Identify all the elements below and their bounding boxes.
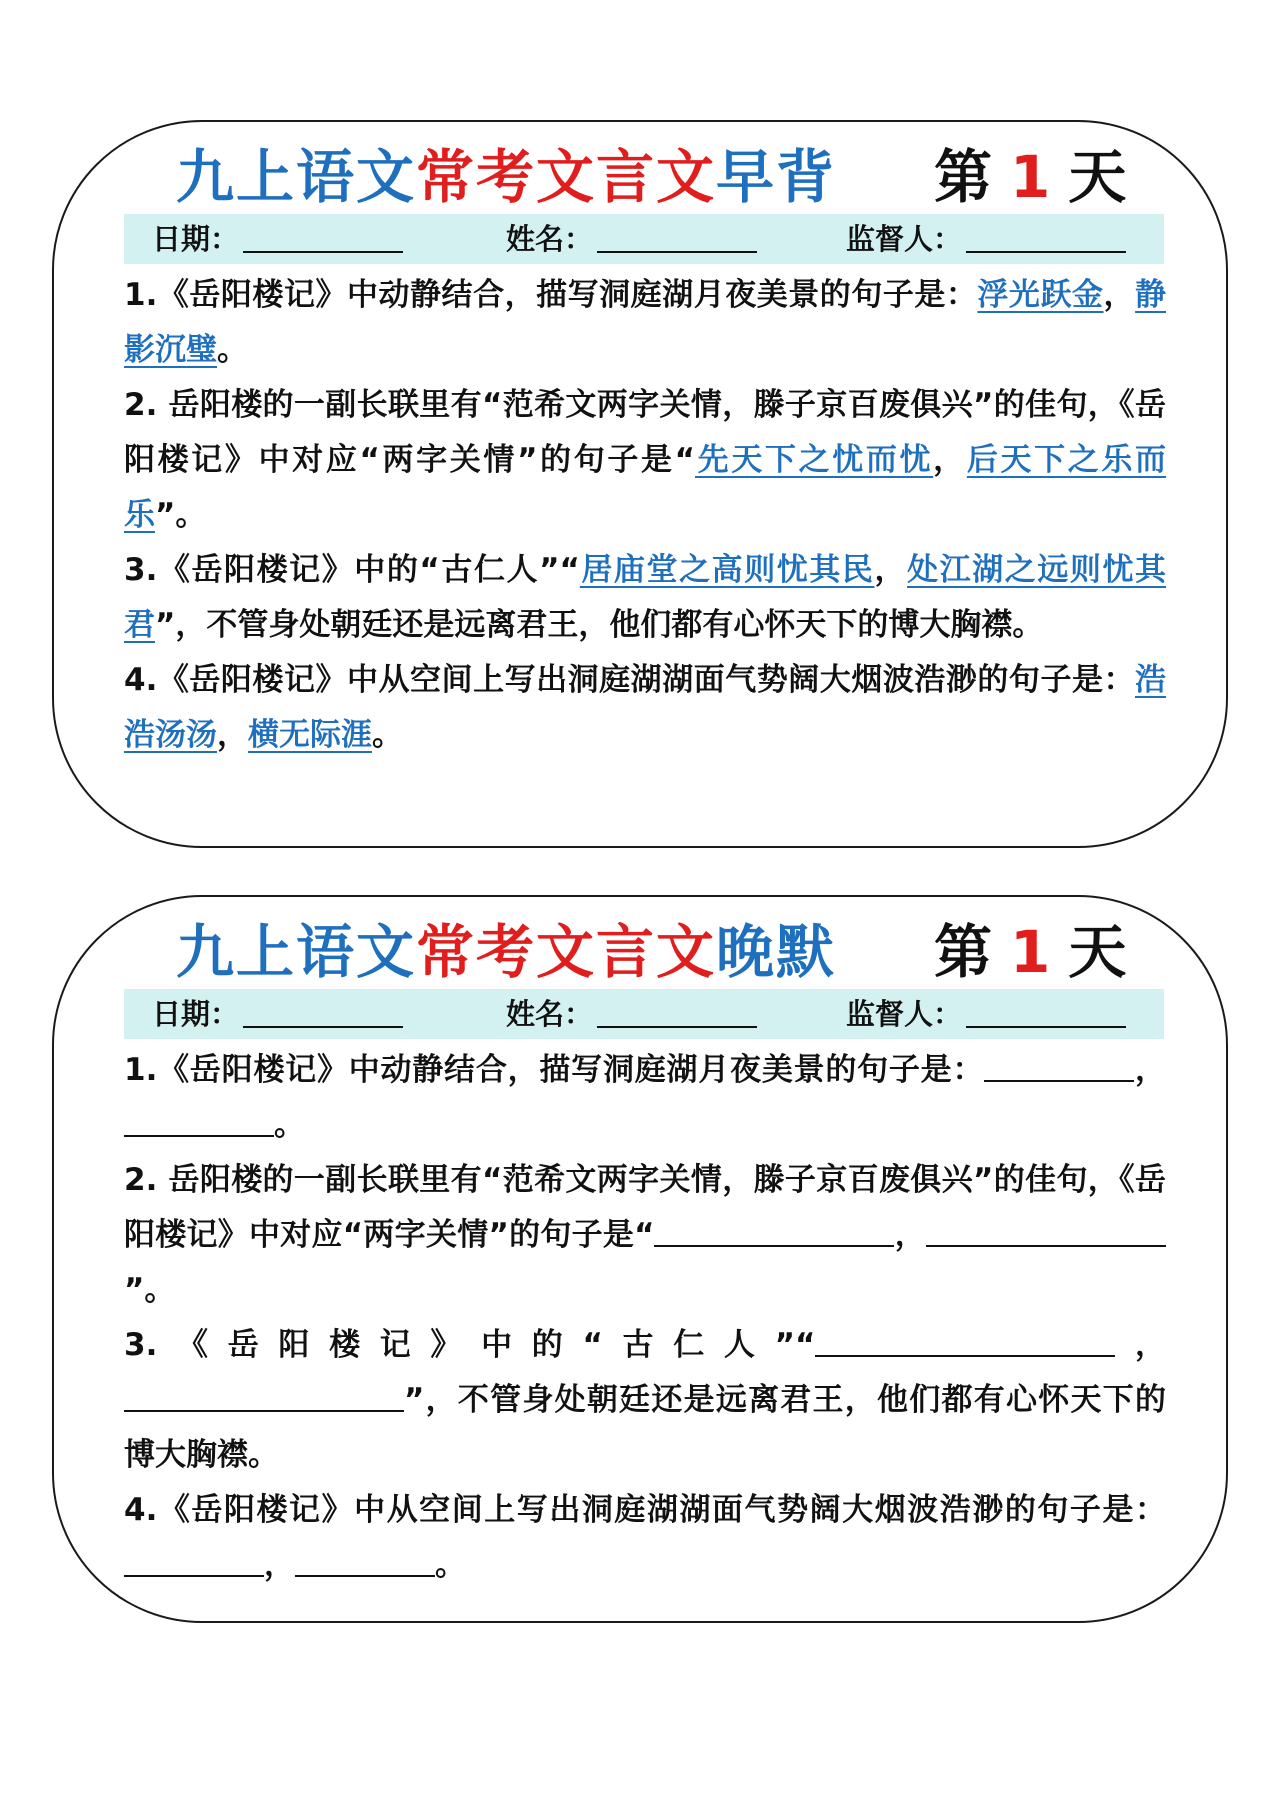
answer-blank[interactable] <box>124 1380 404 1412</box>
answer: 居庙堂之高则忧其民 <box>579 552 875 588</box>
title-part-grade: 九上语文 <box>176 143 417 211</box>
title-part-session: 早背 <box>716 143 837 211</box>
day-suffix: 天 <box>1068 143 1127 211</box>
day-number: 1 <box>1010 143 1051 211</box>
separator: ， <box>264 1547 295 1583</box>
name-label: 姓名： <box>506 997 594 1031</box>
name-field <box>506 989 757 1039</box>
answer-blank[interactable] <box>815 1325 1115 1357</box>
question-text: 4.《岳阳楼记》中从空间上写出洞庭湖湖面气势阔大烟波浩渺的句子是： <box>124 662 1135 698</box>
answer: 浩浩汤汤 <box>124 662 1166 753</box>
question-text: 3.《岳阳楼记》中的“古仁人”“ <box>124 1327 816 1363</box>
question-ending: ”。 <box>155 497 207 533</box>
title-part-topic: 常考文言文 <box>416 918 717 986</box>
day-number: 1 <box>1010 918 1051 986</box>
question-2 <box>124 378 1166 543</box>
supervisor-label: 监督人： <box>846 222 963 256</box>
answer-blank[interactable] <box>124 1105 274 1137</box>
title-part-grade: 九上语文 <box>176 918 417 986</box>
date-blank[interactable] <box>243 219 403 253</box>
answer-blank[interactable] <box>926 1215 1166 1247</box>
day-counter <box>934 907 1126 997</box>
question-list <box>124 1043 1166 1593</box>
supervisor-blank[interactable] <box>966 994 1126 1028</box>
date-field <box>152 989 403 1039</box>
morning-recitation-card <box>52 120 1228 848</box>
separator: ， <box>874 552 908 588</box>
supervisor-label: 监督人： <box>846 997 963 1031</box>
question-ending: 。 <box>274 1107 305 1143</box>
date-label: 日期： <box>152 222 240 256</box>
separator: ， <box>217 717 248 753</box>
evening-dictation-card <box>52 895 1228 1623</box>
date-field <box>152 214 403 264</box>
question-2 <box>124 1153 1166 1318</box>
answer-blank[interactable] <box>295 1545 435 1577</box>
question-text: 4.《岳阳楼记》中从空间上写出洞庭湖湖面气势阔大烟波浩渺的句子是： <box>124 1492 1166 1528</box>
separator: ， <box>1103 277 1136 313</box>
answer: 先天下之忧而忧 <box>695 442 934 478</box>
question-text: 2. 岳阳楼的一副长联里有“范希文两字关情，滕子京百废俱兴”的佳句，《岳阳楼记》中对应“两字关情”的句子是“ <box>124 387 1166 478</box>
answer-blank[interactable] <box>654 1215 894 1247</box>
question-ending: 。 <box>372 717 403 753</box>
card-title <box>176 907 836 997</box>
name-blank[interactable] <box>597 994 757 1028</box>
separator: ， <box>1134 1052 1167 1088</box>
name-field <box>506 214 757 264</box>
info-bar <box>124 989 1164 1039</box>
question-ending: 。 <box>435 1547 466 1583</box>
supervisor-field <box>846 214 1126 264</box>
answer: 处江湖之远则忧其君 <box>124 552 1167 643</box>
question-1 <box>124 268 1166 378</box>
title-part-topic: 常考文言文 <box>416 143 717 211</box>
answer: 横无际涯 <box>248 717 372 753</box>
question-4 <box>124 653 1166 763</box>
question-4 <box>124 1483 1166 1593</box>
answer-blank[interactable] <box>984 1050 1134 1082</box>
info-bar <box>124 214 1164 264</box>
question-3 <box>124 1318 1166 1483</box>
day-prefix: 第 <box>934 918 993 986</box>
answer: 后天下之乐而乐 <box>124 442 1167 533</box>
answer: 静影沉璧 <box>124 277 1167 368</box>
day-prefix: 第 <box>934 143 993 211</box>
question-ending: ”，不管身处朝廷还是远离君王，他们都有心怀天下的博大胸襟。 <box>155 607 1044 643</box>
separator: ， <box>1115 1327 1167 1363</box>
card-title <box>176 132 836 222</box>
question-1 <box>124 1043 1166 1153</box>
question-text: 2. 岳阳楼的一副长联里有“范希文两字关情，滕子京百废俱兴”的佳句，《岳阳楼记》中对应“两字关情”的句子是“ <box>124 1162 1166 1253</box>
supervisor-field <box>846 989 1126 1039</box>
name-blank[interactable] <box>597 219 757 253</box>
separator: ， <box>933 442 967 478</box>
question-text: 1.《岳阳楼记》中动静结合，描写洞庭湖月夜美景的句子是： <box>124 1052 985 1088</box>
answer: 浮光跃金 <box>977 277 1104 313</box>
date-blank[interactable] <box>243 994 403 1028</box>
question-text: 1.《岳阳楼记》中动静结合，描写洞庭湖月夜美景的句子是： <box>124 277 978 313</box>
date-label: 日期： <box>152 997 240 1031</box>
question-3 <box>124 543 1166 653</box>
question-text: 3.《岳阳楼记》中的“古仁人”“ <box>124 552 580 588</box>
day-suffix: 天 <box>1068 918 1127 986</box>
answer-blank[interactable] <box>124 1545 264 1577</box>
supervisor-blank[interactable] <box>966 219 1126 253</box>
question-ending: ”，不管身处朝廷还是远离君王，他们都有心怀天下的博大胸襟。 <box>124 1382 1166 1473</box>
question-list <box>124 268 1166 763</box>
question-ending: ”。 <box>124 1272 176 1308</box>
name-label: 姓名： <box>506 222 594 256</box>
day-counter <box>934 132 1126 222</box>
separator: ， <box>894 1217 926 1253</box>
title-part-session: 晚默 <box>716 918 837 986</box>
question-ending: 。 <box>217 332 248 368</box>
